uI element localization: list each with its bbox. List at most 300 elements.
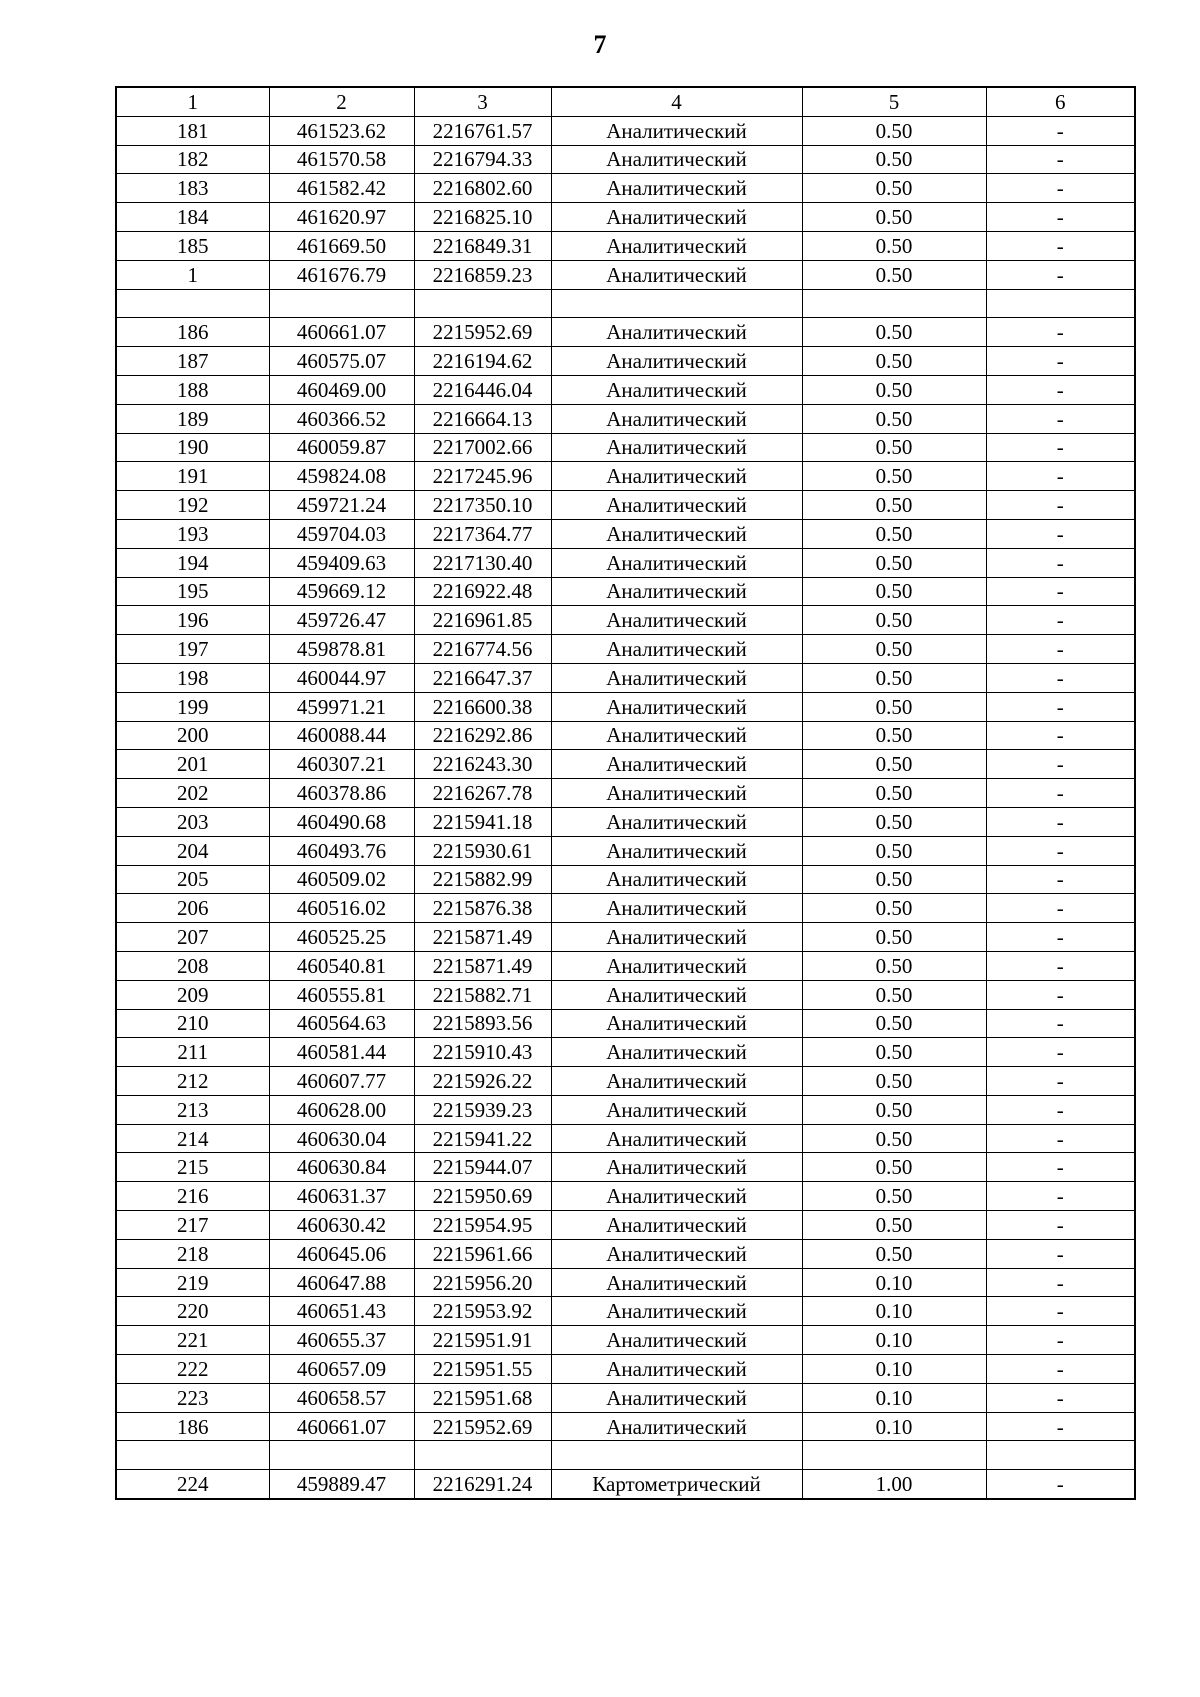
y-coordinate-cell: 2215882.99 — [414, 865, 551, 894]
accuracy-cell: 0.50 — [802, 1182, 986, 1211]
x-coordinate-cell: 461676.79 — [269, 260, 414, 289]
method-cell: Аналитический — [551, 1239, 802, 1268]
accuracy-cell: 0.10 — [802, 1383, 986, 1412]
extra-cell: - — [986, 894, 1135, 923]
point-number-cell: 215 — [116, 1153, 269, 1182]
header-col-2: 2 — [269, 87, 414, 116]
x-coordinate-cell: 460469.00 — [269, 375, 414, 404]
accuracy-cell: 0.50 — [802, 1124, 986, 1153]
x-coordinate-cell: 459669.12 — [269, 577, 414, 606]
extra-cell: - — [986, 116, 1135, 145]
point-number-cell: 182 — [116, 145, 269, 174]
x-coordinate-cell: 460630.42 — [269, 1211, 414, 1240]
table-row — [116, 606, 1135, 635]
table-row — [116, 1239, 1135, 1268]
table-row — [116, 1182, 1135, 1211]
extra-cell: - — [986, 404, 1135, 433]
x-coordinate-cell: 460059.87 — [269, 433, 414, 462]
extra-cell: - — [986, 1009, 1135, 1038]
header-col-5: 5 — [802, 87, 986, 116]
accuracy-cell: 0.50 — [802, 404, 986, 433]
extra-cell: - — [986, 1124, 1135, 1153]
table-row — [116, 1470, 1135, 1499]
extra-cell: - — [986, 203, 1135, 232]
extra-cell — [986, 1441, 1135, 1470]
method-cell: Аналитический — [551, 404, 802, 433]
point-number-cell: 214 — [116, 1124, 269, 1153]
accuracy-cell: 0.50 — [802, 865, 986, 894]
method-cell: Аналитический — [551, 1268, 802, 1297]
extra-cell: - — [986, 260, 1135, 289]
table-row — [116, 1211, 1135, 1240]
method-cell: Аналитический — [551, 836, 802, 865]
accuracy-cell: 0.50 — [802, 1038, 986, 1067]
x-coordinate-cell: 460630.04 — [269, 1124, 414, 1153]
y-coordinate-cell: 2216761.57 — [414, 116, 551, 145]
point-number-cell: 184 — [116, 203, 269, 232]
table-row — [116, 1326, 1135, 1355]
accuracy-cell: 0.50 — [802, 1239, 986, 1268]
table-row — [116, 1412, 1135, 1441]
table-row — [116, 519, 1135, 548]
y-coordinate-cell: 2215941.18 — [414, 807, 551, 836]
y-coordinate-cell: 2216292.86 — [414, 721, 551, 750]
point-number-cell: 1 — [116, 260, 269, 289]
accuracy-cell: 0.50 — [802, 606, 986, 635]
point-number-cell: 192 — [116, 491, 269, 520]
y-coordinate-cell: 2215952.69 — [414, 1412, 551, 1441]
method-cell: Аналитический — [551, 865, 802, 894]
table-row — [116, 894, 1135, 923]
table-row — [116, 231, 1135, 260]
table-separator-row — [116, 289, 1135, 318]
x-coordinate-cell: 460661.07 — [269, 1412, 414, 1441]
header-col-1: 1 — [116, 87, 269, 116]
point-number-cell: 197 — [116, 635, 269, 664]
extra-cell: - — [986, 807, 1135, 836]
extra-cell: - — [986, 1067, 1135, 1096]
point-number-cell: 222 — [116, 1355, 269, 1384]
method-cell: Аналитический — [551, 1095, 802, 1124]
table-row — [116, 1153, 1135, 1182]
table-row — [116, 347, 1135, 376]
coordinates-table — [115, 86, 1136, 1500]
table-row — [116, 375, 1135, 404]
table-row — [116, 404, 1135, 433]
method-cell: Аналитический — [551, 577, 802, 606]
y-coordinate-cell: 2216291.24 — [414, 1470, 551, 1499]
y-coordinate-cell: 2216922.48 — [414, 577, 551, 606]
accuracy-cell: 0.50 — [802, 375, 986, 404]
extra-cell: - — [986, 462, 1135, 491]
x-coordinate-cell: 459704.03 — [269, 519, 414, 548]
method-cell: Аналитический — [551, 1383, 802, 1412]
x-coordinate-cell: 460630.84 — [269, 1153, 414, 1182]
x-coordinate-cell: 459726.47 — [269, 606, 414, 635]
point-number-cell: 188 — [116, 375, 269, 404]
extra-cell: - — [986, 1412, 1135, 1441]
method-cell: Аналитический — [551, 174, 802, 203]
extra-cell: - — [986, 145, 1135, 174]
table-row — [116, 145, 1135, 174]
table-row — [116, 116, 1135, 145]
y-coordinate-cell: 2215951.91 — [414, 1326, 551, 1355]
extra-cell: - — [986, 721, 1135, 750]
x-coordinate-cell: 460575.07 — [269, 347, 414, 376]
x-coordinate-cell: 460645.06 — [269, 1239, 414, 1268]
point-number-cell: 185 — [116, 231, 269, 260]
accuracy-cell: 0.50 — [802, 1211, 986, 1240]
x-coordinate-cell: 459971.21 — [269, 692, 414, 721]
accuracy-cell: 0.50 — [802, 1009, 986, 1038]
extra-cell: - — [986, 951, 1135, 980]
extra-cell: - — [986, 1297, 1135, 1326]
point-number-cell: 186 — [116, 1412, 269, 1441]
method-cell: Аналитический — [551, 491, 802, 520]
x-coordinate-cell: 459721.24 — [269, 491, 414, 520]
point-number-cell: 191 — [116, 462, 269, 491]
point-number-cell: 218 — [116, 1239, 269, 1268]
method-cell: Аналитический — [551, 1326, 802, 1355]
table-row — [116, 692, 1135, 721]
point-number-cell: 200 — [116, 721, 269, 750]
y-coordinate-cell: 2215950.69 — [414, 1182, 551, 1211]
table-row — [116, 635, 1135, 664]
method-cell: Аналитический — [551, 375, 802, 404]
x-coordinate-cell: 459889.47 — [269, 1470, 414, 1499]
extra-cell: - — [986, 519, 1135, 548]
table-row — [116, 577, 1135, 606]
accuracy-cell: 0.50 — [802, 1067, 986, 1096]
method-cell: Аналитический — [551, 318, 802, 347]
x-coordinate-cell: 460631.37 — [269, 1182, 414, 1211]
x-coordinate-cell: 461570.58 — [269, 145, 414, 174]
method-cell: Аналитический — [551, 462, 802, 491]
point-number-cell — [116, 1441, 269, 1470]
y-coordinate-cell: 2217364.77 — [414, 519, 551, 548]
point-number-cell: 186 — [116, 318, 269, 347]
x-coordinate-cell — [269, 289, 414, 318]
y-coordinate-cell — [414, 289, 551, 318]
extra-cell: - — [986, 1355, 1135, 1384]
point-number-cell: 194 — [116, 548, 269, 577]
accuracy-cell: 0.50 — [802, 174, 986, 203]
table-row — [116, 1038, 1135, 1067]
y-coordinate-cell: 2216267.78 — [414, 779, 551, 808]
extra-cell: - — [986, 865, 1135, 894]
y-coordinate-cell: 2215876.38 — [414, 894, 551, 923]
point-number-cell: 187 — [116, 347, 269, 376]
x-coordinate-cell: 460655.37 — [269, 1326, 414, 1355]
method-cell — [551, 289, 802, 318]
method-cell: Аналитический — [551, 635, 802, 664]
table-body — [116, 116, 1135, 1499]
point-number-cell: 190 — [116, 433, 269, 462]
point-number-cell: 196 — [116, 606, 269, 635]
accuracy-cell: 0.50 — [802, 260, 986, 289]
point-number-cell — [116, 289, 269, 318]
method-cell: Картометрический — [551, 1470, 802, 1499]
table-row — [116, 1383, 1135, 1412]
accuracy-cell: 0.10 — [802, 1326, 986, 1355]
method-cell: Аналитический — [551, 1009, 802, 1038]
extra-cell: - — [986, 1038, 1135, 1067]
table-row — [116, 721, 1135, 750]
point-number-cell: 212 — [116, 1067, 269, 1096]
y-coordinate-cell: 2215882.71 — [414, 980, 551, 1009]
table-row — [116, 1124, 1135, 1153]
extra-cell: - — [986, 980, 1135, 1009]
accuracy-cell: 0.50 — [802, 145, 986, 174]
x-coordinate-cell: 460378.86 — [269, 779, 414, 808]
extra-cell: - — [986, 1268, 1135, 1297]
point-number-cell: 208 — [116, 951, 269, 980]
accuracy-cell: 0.50 — [802, 951, 986, 980]
table-row — [116, 491, 1135, 520]
x-coordinate-cell: 460651.43 — [269, 1297, 414, 1326]
x-coordinate-cell: 460490.68 — [269, 807, 414, 836]
accuracy-cell: 0.50 — [802, 663, 986, 692]
method-cell: Аналитический — [551, 721, 802, 750]
y-coordinate-cell: 2217350.10 — [414, 491, 551, 520]
accuracy-cell: 0.10 — [802, 1355, 986, 1384]
point-number-cell: 205 — [116, 865, 269, 894]
method-cell: Аналитический — [551, 260, 802, 289]
header-col-4: 4 — [551, 87, 802, 116]
y-coordinate-cell: 2215952.69 — [414, 318, 551, 347]
x-coordinate-cell: 461523.62 — [269, 116, 414, 145]
extra-cell: - — [986, 1182, 1135, 1211]
table-row — [116, 462, 1135, 491]
point-number-cell: 217 — [116, 1211, 269, 1240]
method-cell: Аналитический — [551, 1124, 802, 1153]
extra-cell: - — [986, 663, 1135, 692]
extra-cell: - — [986, 750, 1135, 779]
point-number-cell: 204 — [116, 836, 269, 865]
y-coordinate-cell — [414, 1441, 551, 1470]
x-coordinate-cell: 459824.08 — [269, 462, 414, 491]
extra-cell: - — [986, 1153, 1135, 1182]
y-coordinate-cell: 2215956.20 — [414, 1268, 551, 1297]
accuracy-cell — [802, 1441, 986, 1470]
accuracy-cell: 0.50 — [802, 692, 986, 721]
table-row — [116, 807, 1135, 836]
accuracy-cell: 1.00 — [802, 1470, 986, 1499]
y-coordinate-cell: 2216243.30 — [414, 750, 551, 779]
method-cell: Аналитический — [551, 980, 802, 1009]
x-coordinate-cell: 460540.81 — [269, 951, 414, 980]
accuracy-cell: 0.50 — [802, 577, 986, 606]
y-coordinate-cell: 2215941.22 — [414, 1124, 551, 1153]
table-row — [116, 203, 1135, 232]
table-row — [116, 318, 1135, 347]
y-coordinate-cell: 2215871.49 — [414, 951, 551, 980]
x-coordinate-cell: 460509.02 — [269, 865, 414, 894]
x-coordinate-cell: 461582.42 — [269, 174, 414, 203]
y-coordinate-cell: 2215910.43 — [414, 1038, 551, 1067]
point-number-cell: 202 — [116, 779, 269, 808]
table-row — [116, 548, 1135, 577]
y-coordinate-cell: 2217130.40 — [414, 548, 551, 577]
point-number-cell: 224 — [116, 1470, 269, 1499]
y-coordinate-cell: 2215926.22 — [414, 1067, 551, 1096]
accuracy-cell — [802, 289, 986, 318]
y-coordinate-cell: 2215961.66 — [414, 1239, 551, 1268]
point-number-cell: 221 — [116, 1326, 269, 1355]
accuracy-cell: 0.50 — [802, 836, 986, 865]
y-coordinate-cell: 2216194.62 — [414, 347, 551, 376]
y-coordinate-cell: 2216600.38 — [414, 692, 551, 721]
x-coordinate-cell: 460493.76 — [269, 836, 414, 865]
accuracy-cell: 0.50 — [802, 923, 986, 952]
table-row — [116, 923, 1135, 952]
table-row — [116, 836, 1135, 865]
method-cell: Аналитический — [551, 663, 802, 692]
table-row — [116, 750, 1135, 779]
point-number-cell: 193 — [116, 519, 269, 548]
y-coordinate-cell: 2217245.96 — [414, 462, 551, 491]
table-row — [116, 1067, 1135, 1096]
point-number-cell: 219 — [116, 1268, 269, 1297]
accuracy-cell: 0.50 — [802, 231, 986, 260]
method-cell: Аналитический — [551, 750, 802, 779]
x-coordinate-cell: 460581.44 — [269, 1038, 414, 1067]
extra-cell: - — [986, 1326, 1135, 1355]
method-cell — [551, 1441, 802, 1470]
table-row — [116, 1355, 1135, 1384]
x-coordinate-cell: 460044.97 — [269, 663, 414, 692]
method-cell: Аналитический — [551, 923, 802, 952]
extra-cell: - — [986, 1239, 1135, 1268]
y-coordinate-cell: 2216859.23 — [414, 260, 551, 289]
table-header-row — [116, 87, 1135, 116]
method-cell: Аналитический — [551, 231, 802, 260]
method-cell: Аналитический — [551, 347, 802, 376]
method-cell: Аналитический — [551, 1182, 802, 1211]
y-coordinate-cell: 2215939.23 — [414, 1095, 551, 1124]
method-cell: Аналитический — [551, 606, 802, 635]
extra-cell: - — [986, 1095, 1135, 1124]
point-number-cell: 203 — [116, 807, 269, 836]
extra-cell — [986, 289, 1135, 318]
accuracy-cell: 0.50 — [802, 894, 986, 923]
method-cell: Аналитический — [551, 203, 802, 232]
y-coordinate-cell: 2215944.07 — [414, 1153, 551, 1182]
point-number-cell: 198 — [116, 663, 269, 692]
extra-cell: - — [986, 923, 1135, 952]
x-coordinate-cell: 460658.57 — [269, 1383, 414, 1412]
point-number-cell: 207 — [116, 923, 269, 952]
table-row — [116, 779, 1135, 808]
method-cell: Аналитический — [551, 1067, 802, 1096]
table-row — [116, 1009, 1135, 1038]
extra-cell: - — [986, 692, 1135, 721]
x-coordinate-cell: 460657.09 — [269, 1355, 414, 1384]
y-coordinate-cell: 2215954.95 — [414, 1211, 551, 1240]
method-cell: Аналитический — [551, 433, 802, 462]
extra-cell: - — [986, 318, 1135, 347]
point-number-cell: 220 — [116, 1297, 269, 1326]
extra-cell: - — [986, 836, 1135, 865]
table-separator-row — [116, 1441, 1135, 1470]
point-number-cell: 201 — [116, 750, 269, 779]
accuracy-cell: 0.50 — [802, 1095, 986, 1124]
method-cell: Аналитический — [551, 1355, 802, 1384]
method-cell: Аналитический — [551, 779, 802, 808]
y-coordinate-cell: 2215871.49 — [414, 923, 551, 952]
accuracy-cell: 0.10 — [802, 1297, 986, 1326]
header-col-3: 3 — [414, 87, 551, 116]
accuracy-cell: 0.50 — [802, 807, 986, 836]
x-coordinate-cell: 459409.63 — [269, 548, 414, 577]
table-row — [116, 663, 1135, 692]
point-number-cell: 181 — [116, 116, 269, 145]
table-row — [116, 1297, 1135, 1326]
method-cell: Аналитический — [551, 116, 802, 145]
extra-cell: - — [986, 1470, 1135, 1499]
extra-cell: - — [986, 635, 1135, 664]
table-row — [116, 1268, 1135, 1297]
point-number-cell: 195 — [116, 577, 269, 606]
method-cell: Аналитический — [551, 692, 802, 721]
x-coordinate-cell: 460555.81 — [269, 980, 414, 1009]
x-coordinate-cell: 460516.02 — [269, 894, 414, 923]
accuracy-cell: 0.50 — [802, 750, 986, 779]
y-coordinate-cell: 2217002.66 — [414, 433, 551, 462]
accuracy-cell: 0.50 — [802, 548, 986, 577]
y-coordinate-cell: 2216774.56 — [414, 635, 551, 664]
accuracy-cell: 0.50 — [802, 491, 986, 520]
y-coordinate-cell: 2215951.68 — [414, 1383, 551, 1412]
extra-cell: - — [986, 1211, 1135, 1240]
accuracy-cell: 0.50 — [802, 318, 986, 347]
y-coordinate-cell: 2216802.60 — [414, 174, 551, 203]
y-coordinate-cell: 2215951.55 — [414, 1355, 551, 1384]
method-cell: Аналитический — [551, 807, 802, 836]
accuracy-cell: 0.10 — [802, 1412, 986, 1441]
method-cell: Аналитический — [551, 1153, 802, 1182]
y-coordinate-cell: 2216961.85 — [414, 606, 551, 635]
x-coordinate-cell: 460366.52 — [269, 404, 414, 433]
extra-cell: - — [986, 577, 1135, 606]
y-coordinate-cell: 2216647.37 — [414, 663, 551, 692]
x-coordinate-cell: 460607.77 — [269, 1067, 414, 1096]
accuracy-cell: 0.50 — [802, 519, 986, 548]
extra-cell: - — [986, 606, 1135, 635]
y-coordinate-cell: 2215893.56 — [414, 1009, 551, 1038]
x-coordinate-cell: 460525.25 — [269, 923, 414, 952]
point-number-cell: 223 — [116, 1383, 269, 1412]
table-row — [116, 865, 1135, 894]
extra-cell: - — [986, 174, 1135, 203]
method-cell: Аналитический — [551, 519, 802, 548]
y-coordinate-cell: 2216664.13 — [414, 404, 551, 433]
y-coordinate-cell: 2216446.04 — [414, 375, 551, 404]
extra-cell: - — [986, 491, 1135, 520]
point-number-cell: 199 — [116, 692, 269, 721]
extra-cell: - — [986, 548, 1135, 577]
accuracy-cell: 0.50 — [802, 721, 986, 750]
extra-cell: - — [986, 375, 1135, 404]
table-row — [116, 980, 1135, 1009]
point-number-cell: 210 — [116, 1009, 269, 1038]
point-number-cell: 206 — [116, 894, 269, 923]
x-coordinate-cell: 460628.00 — [269, 1095, 414, 1124]
accuracy-cell: 0.10 — [802, 1268, 986, 1297]
x-coordinate-cell — [269, 1441, 414, 1470]
accuracy-cell: 0.50 — [802, 433, 986, 462]
method-cell: Аналитический — [551, 1412, 802, 1441]
